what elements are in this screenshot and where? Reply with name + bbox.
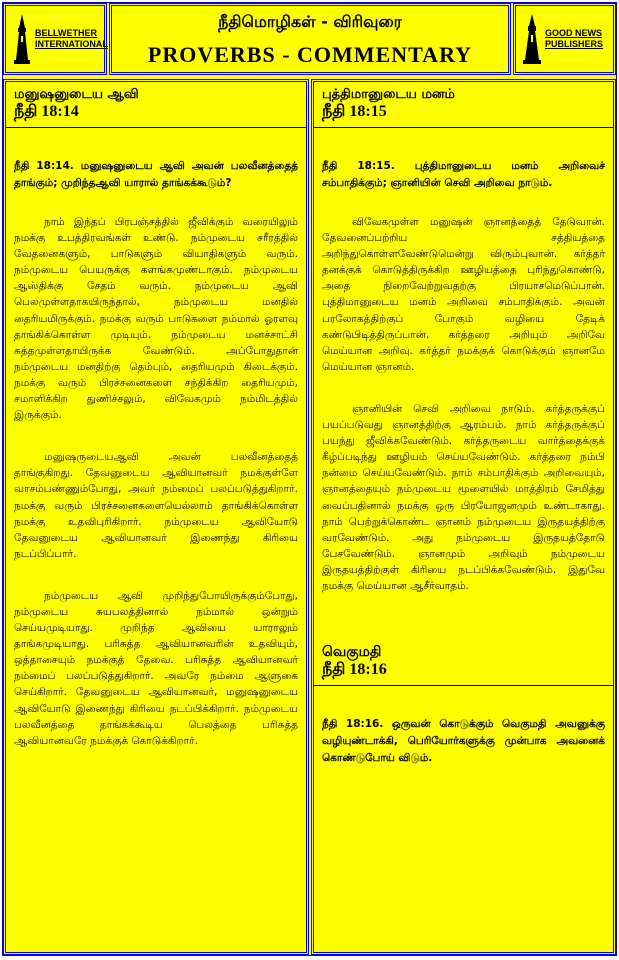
right-paragraph-2: ஞானியின் செவி அறிவை நாடும். கர்த்தருக்குப் பயப்படுவது ஞானத்திற்கு ஆரம்பம். நாம் கர்த்தருக்குப் பயந்து ஜீவிக்கவேண்டும். கர்த்தருடைய வார்த்தைக்குக் கீழ்ப்படிந்து ஊழியம் செய்யவேண்டும். கர்த்தரை நம்பி நன்மை செய்யவேண்டும். நாம் சம்பாதிக்கும் அறிவையும், ஞானத்தையும் நம்முடைய மூளையில் மாத்திரம் சேமித்து வைப்பதினால் நமக்கு ஒரு பிரயோஜனமும் உண்டாகாது. நாம் பெற்றுக்கொண்ட ஞானம் நம்முடைய இருதயத்திற்கு வரவேண்டும். அது நம்முடைய இருதயத்தோடு பேசவேண்டும். ஞானமும் அறிவும் நம்முடைய இருதயத்திற்குள் கிரியை நடப்பிக்கவேண்டும். இதுவே நமக்கு மெய்யான ஆசீர்வாதம். [322, 402, 605, 592]
left-divider [6, 127, 306, 128]
right-paragraph-1: விவேகமுள்ள மனுஷன் ஞானத்தைத் தேடுவான். தேவனைப்பற்றிய சத்தியத்தை அறிந்துகொள்ளவேண்டுமென்று விரும்புவான். கர்த்தர் தனக்குக் கொடுத்திருக்கிற ஊழியத்தை புரிந்துகொண்டு, அதை நிறைவேற்றுவதற்கு பிரயாசமெடுப்பான். புத்திமானுடைய மனம் அறிவை சம்பாதிக்கும். அவன் பரலோகத்திற்குப் போகும் வழியை தேடிக் கண்டுபிடித்திருப்பான். கர்த்தரை அறியும் அறிவே மெய்யான அறிவு. கர்த்தர் நமக்குக் கொடுக்கும் ஞானமே மெய்யான ஞானம். [322, 216, 605, 373]
gift-section-ref: நீதி 18:16 [322, 661, 387, 679]
logo-left-line-1: BELLWETHER [35, 28, 97, 38]
bellwether-logo [3, 3, 107, 75]
right-section-ref: நீதி 18:15 [322, 103, 387, 120]
gift-verse: நீதி 18:16. ஒருவன் கொடுக்கும் வெகுமதி அவனுக்கு வழியுண்டாக்கி, பெரியோர்களுக்கு முன்பாக அவனைக் கொண்டுபோய் விடும். [322, 718, 605, 765]
logo-right-line-2: PUBLISHERS [545, 39, 604, 49]
right-divider [314, 127, 613, 128]
gift-divider [314, 685, 613, 686]
gift-section [322, 644, 605, 767]
good-news-logo [513, 3, 616, 75]
right-section-title: புத்திமானுடைய மனம் [322, 87, 455, 102]
header-title-box [109, 3, 511, 75]
bellwether-tower-icon [12, 14, 32, 64]
left-paragraph-3: நம்முடைய ஆவி முறிந்துபோயிருக்கும்போது, நம்முடைய சுயபலத்தினால் நம்மால் ஒன்றும் செய்யமுடியாது. முறிந்த ஆவியை யாராலும் தாங்கமுடியாது. பரிசுத்த ஆவியானவரின் உதவியும், ஒத்தாசையும் நமக்குத் தேவை. பரிசுத்த ஆவியானவர் நம்மைப் பலப்படுத்துகிறார். அவரே நம்மை ஆளுகை செய்கிறார். தேவனுடைய ஆவியானவர், மனுஷனுடைய ஆவியோடு இணைந்து கிரியை நடப்பிக்கிறார். நம்முடைய பலவீனத்தை தாங்கக்கூடிய பெலத்தை பரிசுத்த ஆவியானவரே நமக்குக் கொடுக்கிறார். [14, 589, 298, 747]
left-verse: நீதி 18:14. மனுஷனுடைய ஆவி அவன் பலவீனத்தைத் தாங்கும்; முறிந்தஆவி யாரால் தாங்கக்கூடும்? [14, 160, 298, 189]
left-section-ref: நீதி 18:14 [14, 103, 79, 120]
title-tamil: நீதிமொழிகள் - விரிவுரை [218, 12, 402, 31]
right-verse: நீதி 18:15. புத்திமானுடைய மனம் அறிவைச் சம்பாதிக்கும்; ஞானியின் செவி அறிவை நாடும். [322, 160, 605, 189]
left-column [3, 79, 309, 955]
header [3, 3, 616, 77]
page [2, 2, 617, 956]
good-news-tower-icon [522, 14, 542, 64]
logo-right-line-1: GOOD NEWS [545, 28, 603, 38]
right-column [311, 79, 616, 955]
title-english: PROVERBS - COMMENTARY [147, 42, 473, 67]
left-paragraph-1: நாம் இந்தப் பிரபஞ்சத்தில் ஜீவிக்கும் வரையிலும் நமக்கு உபத்திரவங்கள் உண்டு. நம்முடைய சரீரத்தில் வேதனைகளும், பாடுகளும் வியாதிகளும் வரும். நம்முடைய பெயருக்கு களங்கமுண்டாகும். நம்முடைய ஆஸ்திக்கு சேதம் வரும். நம்முடைய ஆவி பெலமுள்ளதாகயிருந்தால், நம்முடைய மனதில் தைரியமிருக்கும். நமக்கு வரும் பாடுகளை நம்மால் ஓரளவு தாங்கிக்கொள்ள முடியும். நம்முடைய மனச்சாட்சி சுத்தமுள்ளதாயிருக்க வேண்டும். அப்போதுதான் நம்முடைய மனதிற்கு தெம்பும், தைரியமும் கிடைக்கும். நமக்கு வரும் பிரச்சனைகளை சந்திக்கிற தைரியமும், சமாளிக்கிற துணிச்சலும், விவேகமும் நம்மிடத்தில் இருக்கும். [14, 216, 298, 422]
left-paragraph-2: மனுஷருடையஆவி அவன் பலவீனத்தைத் தாங்குகிறது. தேவனுடைய ஆவியானவர் நமக்குள்ளே வாசம்பண்ணும்போது, அவர் நம்மைப் பலப்படுத்துகிறார். நமக்கு வரும் பிரச்சனைகளையெல்லாம் தாங்கிக்கொள்ள நமக்கு உதவிபுரிகிறார். நம்முடைய ஆவியோடு தேவனுடைய ஆவியானவர் இணைந்து கிரியை நடப்பிப்பார். [14, 451, 298, 560]
logo-left-line-2: INTERNATIONAL [35, 39, 108, 49]
left-section-title: மனுஷனுடைய ஆவி [14, 87, 139, 102]
gift-section-title: வெகுமதி [322, 644, 382, 661]
